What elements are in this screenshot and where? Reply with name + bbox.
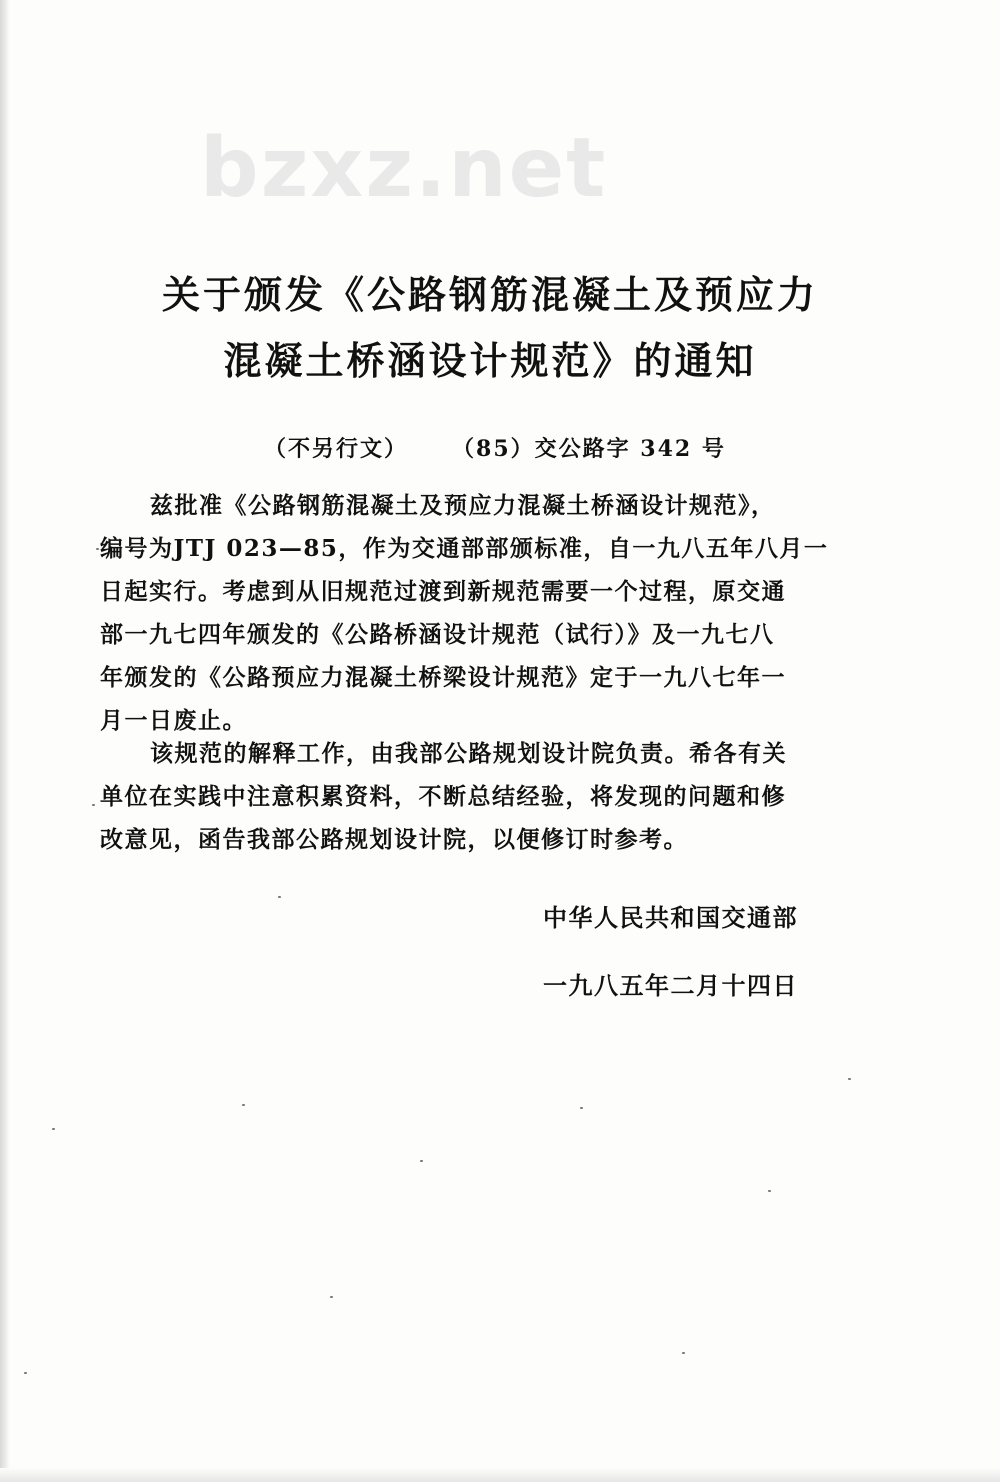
body-line-5: 年颁发的《公路预应力混凝土桥梁设计规范》定于一九八七年一: [100, 664, 786, 691]
document-note: （不另行文）: [264, 436, 409, 462]
signature-issuer: 中华人民共和国交通部: [543, 904, 798, 932]
scan-speck: [242, 1104, 245, 1106]
body-line-6: 月一日废止。: [100, 707, 247, 734]
scan-speck: [848, 1078, 851, 1080]
signature-date: 一九八五年二月十四日: [543, 972, 798, 1000]
title-line-2: 混凝土桥涵设计规范》的通知: [223, 339, 757, 383]
scan-bottom-edge: [0, 1468, 1000, 1482]
body-line-8: 单位在实践中注意积累资料，不断总结经验，将发现的问题和修: [100, 783, 786, 810]
scan-speck: [580, 1107, 583, 1109]
scan-speck: [92, 804, 95, 806]
scan-speck: [278, 896, 281, 898]
body-line-7: 该规范的解释工作，由我部公路规划设计院负责。希各有关: [150, 740, 787, 767]
body-line-2: 编号为JTJ 023—85，作为交通部部颁标准，自一九八五年八月一: [100, 535, 829, 562]
body-line-3: 日起实行。考虑到从旧规范过渡到新规范需要一个过程，原交通: [100, 578, 786, 605]
scan-left-edge: [0, 0, 10, 1482]
title-line-1: 关于颁发《公路钢筋混凝土及预应力: [161, 273, 818, 317]
watermark: bzxz.net: [200, 121, 608, 216]
document-number-value: （85）交公路字 342 号: [452, 436, 726, 462]
scan-speck: [420, 1160, 423, 1162]
body-line-1: 兹批准《公路钢筋混凝土及预应力混凝土桥涵设计规范》，: [150, 492, 776, 519]
document-number: [264, 438, 726, 460]
scan-speck: [52, 1128, 55, 1130]
body-line-9: 改意见，函告我部公路规划设计院，以便修订时参考。: [100, 826, 688, 853]
scan-speck: [96, 548, 99, 550]
scan-speck: [330, 1296, 333, 1298]
scan-speck: [768, 1190, 771, 1192]
scan-speck: [24, 1372, 27, 1374]
body-line-4: 部一九七四年颁发的《公路桥涵设计规范（试行）》及一九七八: [100, 621, 775, 648]
scan-speck: [682, 1352, 685, 1354]
